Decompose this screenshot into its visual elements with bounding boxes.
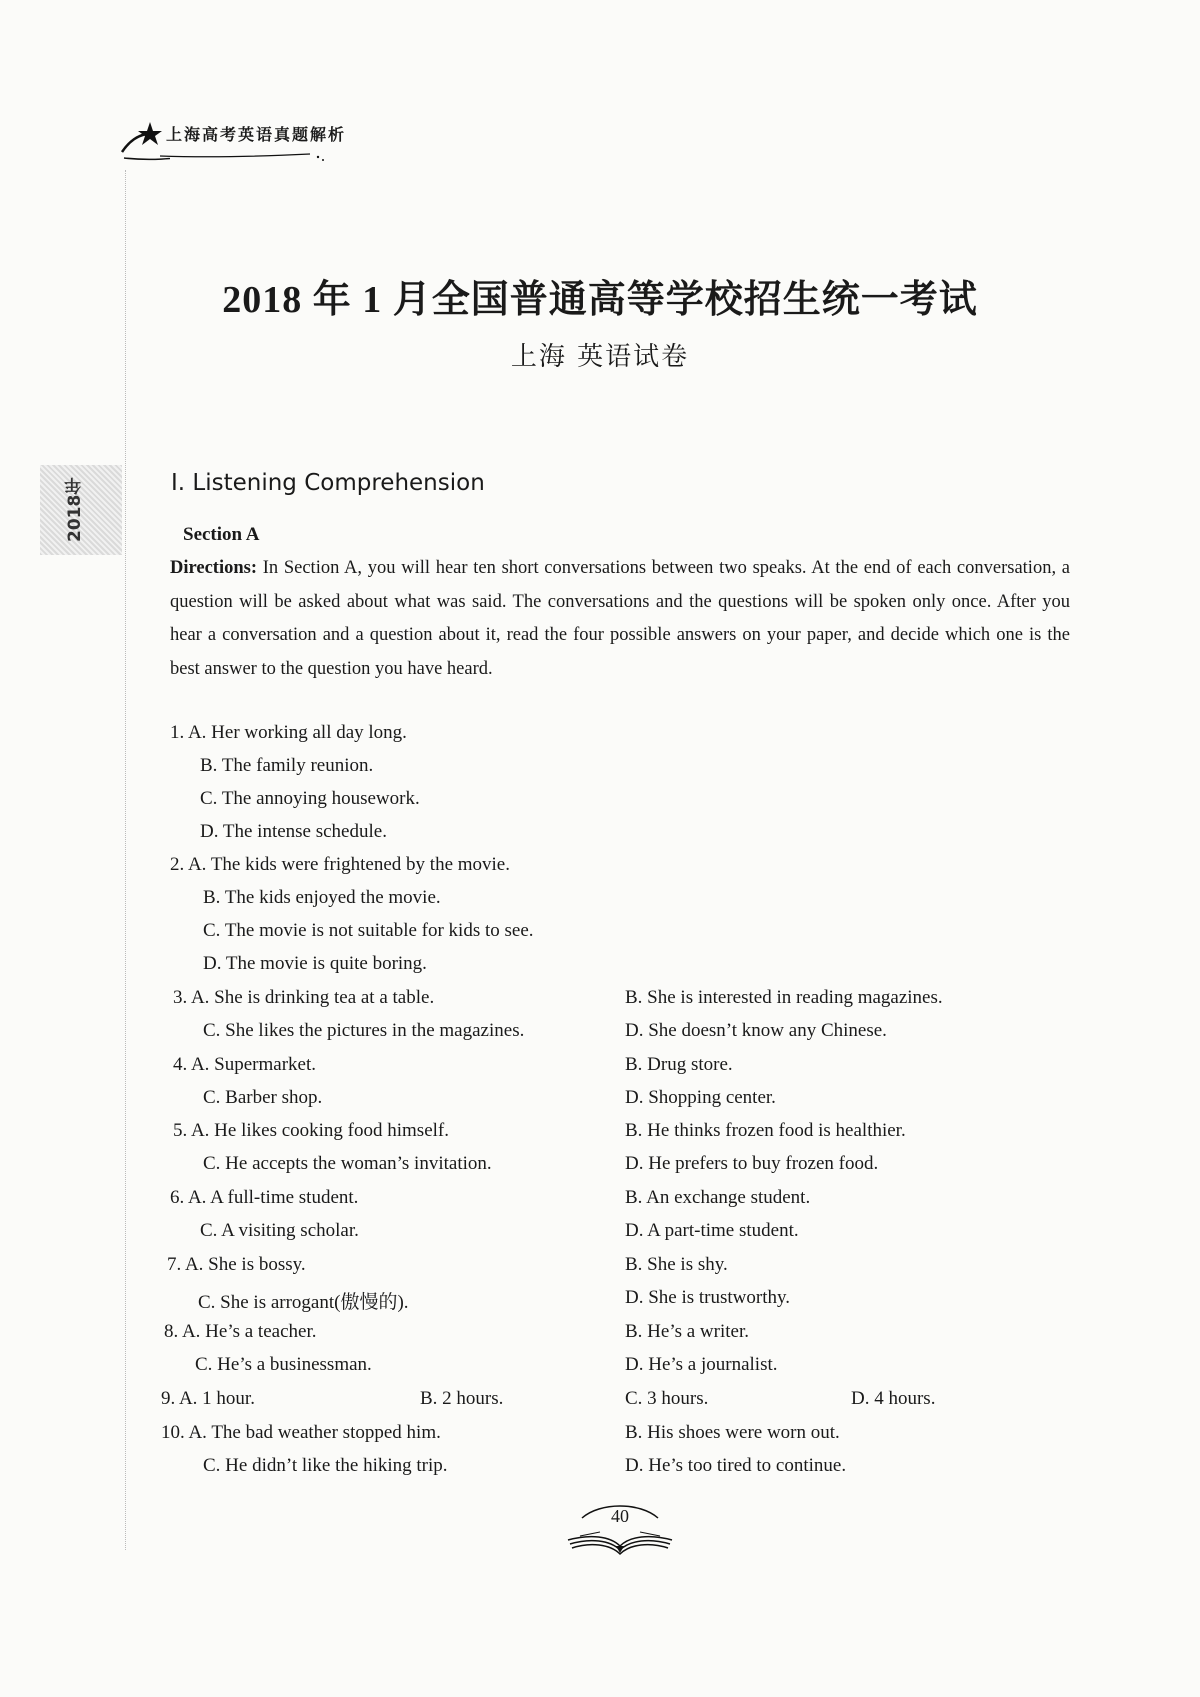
page-number: 40 — [611, 1506, 629, 1526]
q1-option-b: B. The family reunion. — [200, 755, 374, 776]
q3-option-d: D. She doesn’t know any Chinese. — [625, 1020, 887, 1041]
q5-option-d: D. He prefers to buy frozen food. — [625, 1153, 879, 1174]
q7-option-a: 7. A. She is bossy. — [167, 1254, 306, 1275]
q2-option-c: C. The movie is not suitable for kids to see. — [203, 920, 534, 941]
q10-option-d: D. He’s too tired to continue. — [625, 1455, 847, 1476]
q8-option-d: D. He’s a journalist. — [625, 1354, 778, 1375]
part-heading: I. Listening Comprehension — [171, 470, 485, 496]
q7-option-c: C. She is arrogant(傲慢的). — [198, 1292, 409, 1313]
q6-option-d: D. A part-time student. — [625, 1220, 799, 1241]
q4-option-d: D. Shopping center. — [625, 1087, 776, 1108]
q7-option-d: D. She is trustworthy. — [625, 1287, 791, 1308]
header-underline — [160, 148, 330, 168]
margin-dotted-line — [125, 170, 128, 1550]
directions-text: In Section A, you will hear ten short conversations between two speaks. At the end of each conversation, a question will be asked about what was said. The conversations and the questions will be spoken only once. After you hear a conversation and a question about it, read the four possible answers on your paper, and decide which one is the best answer to the question you have heard. — [170, 558, 1070, 679]
q4-option-a: 4. A. Supermarket. — [173, 1054, 317, 1075]
q8-option-b: B. He’s a writer. — [625, 1321, 750, 1342]
exam-title: 2018 年 1 月全国普通高等学校招生统一考试 — [222, 279, 978, 321]
q6-option-b: B. An exchange student. — [625, 1187, 811, 1208]
q7-option-b: B. She is shy. — [625, 1254, 728, 1275]
q9-option-d: D. 4 hours. — [851, 1388, 936, 1409]
q4-option-b: B. Drug store. — [625, 1054, 733, 1075]
section-label: Section A — [183, 524, 260, 545]
q3-option-c: C. She likes the pictures in the magazines. — [203, 1020, 525, 1041]
q6-option-c: C. A visiting scholar. — [200, 1220, 359, 1241]
q4-option-c: C. Barber shop. — [203, 1087, 323, 1108]
q5-option-c: C. He accepts the woman’s invitation. — [203, 1153, 492, 1174]
q9-option-b: B. 2 hours. — [420, 1388, 504, 1409]
q10-option-a: 10. A. The bad weather stopped him. — [161, 1422, 441, 1443]
q5-option-b: B. He thinks frozen food is healthier. — [625, 1120, 906, 1141]
q3-option-b: B. She is interested in reading magazines. — [625, 987, 943, 1008]
q2-option-b: B. The kids enjoyed the movie. — [203, 887, 441, 908]
page-header — [120, 118, 420, 168]
q1-option-a: 1. A. Her working all day long. — [170, 722, 407, 743]
directions-paragraph — [170, 552, 1070, 686]
q8-option-a: 8. A. He’s a teacher. — [164, 1321, 317, 1342]
year-side-tab — [40, 465, 122, 555]
q10-option-b: B. His shoes were worn out. — [625, 1422, 840, 1443]
year-tab-label: 2018年 — [65, 477, 85, 543]
q2-option-a: 2. A. The kids were frightened by the movie. — [170, 854, 510, 875]
q9-option-a: 9. A. 1 hour. — [161, 1388, 255, 1409]
q1-option-d: D. The intense schedule. — [200, 821, 387, 842]
q6-option-a: 6. A. A full-time student. — [170, 1187, 359, 1208]
q8-option-c: C. He’s a businessman. — [195, 1354, 372, 1375]
page-footer — [560, 1500, 680, 1560]
q10-option-c: C. He didn’t like the hiking trip. — [203, 1455, 448, 1476]
q5-option-a: 5. A. He likes cooking food himself. — [173, 1120, 449, 1141]
q1-option-c: C. The annoying housework. — [200, 788, 420, 809]
q9-option-c: C. 3 hours. — [625, 1388, 709, 1409]
series-title: 上海高考英语真题解析 — [166, 125, 347, 144]
q2-option-d: D. The movie is quite boring. — [203, 953, 427, 974]
directions-label: Directions: — [170, 558, 257, 578]
q3-option-a: 3. A. She is drinking tea at a table. — [173, 987, 435, 1008]
exam-subtitle: 上海 英语试卷 — [510, 342, 690, 372]
